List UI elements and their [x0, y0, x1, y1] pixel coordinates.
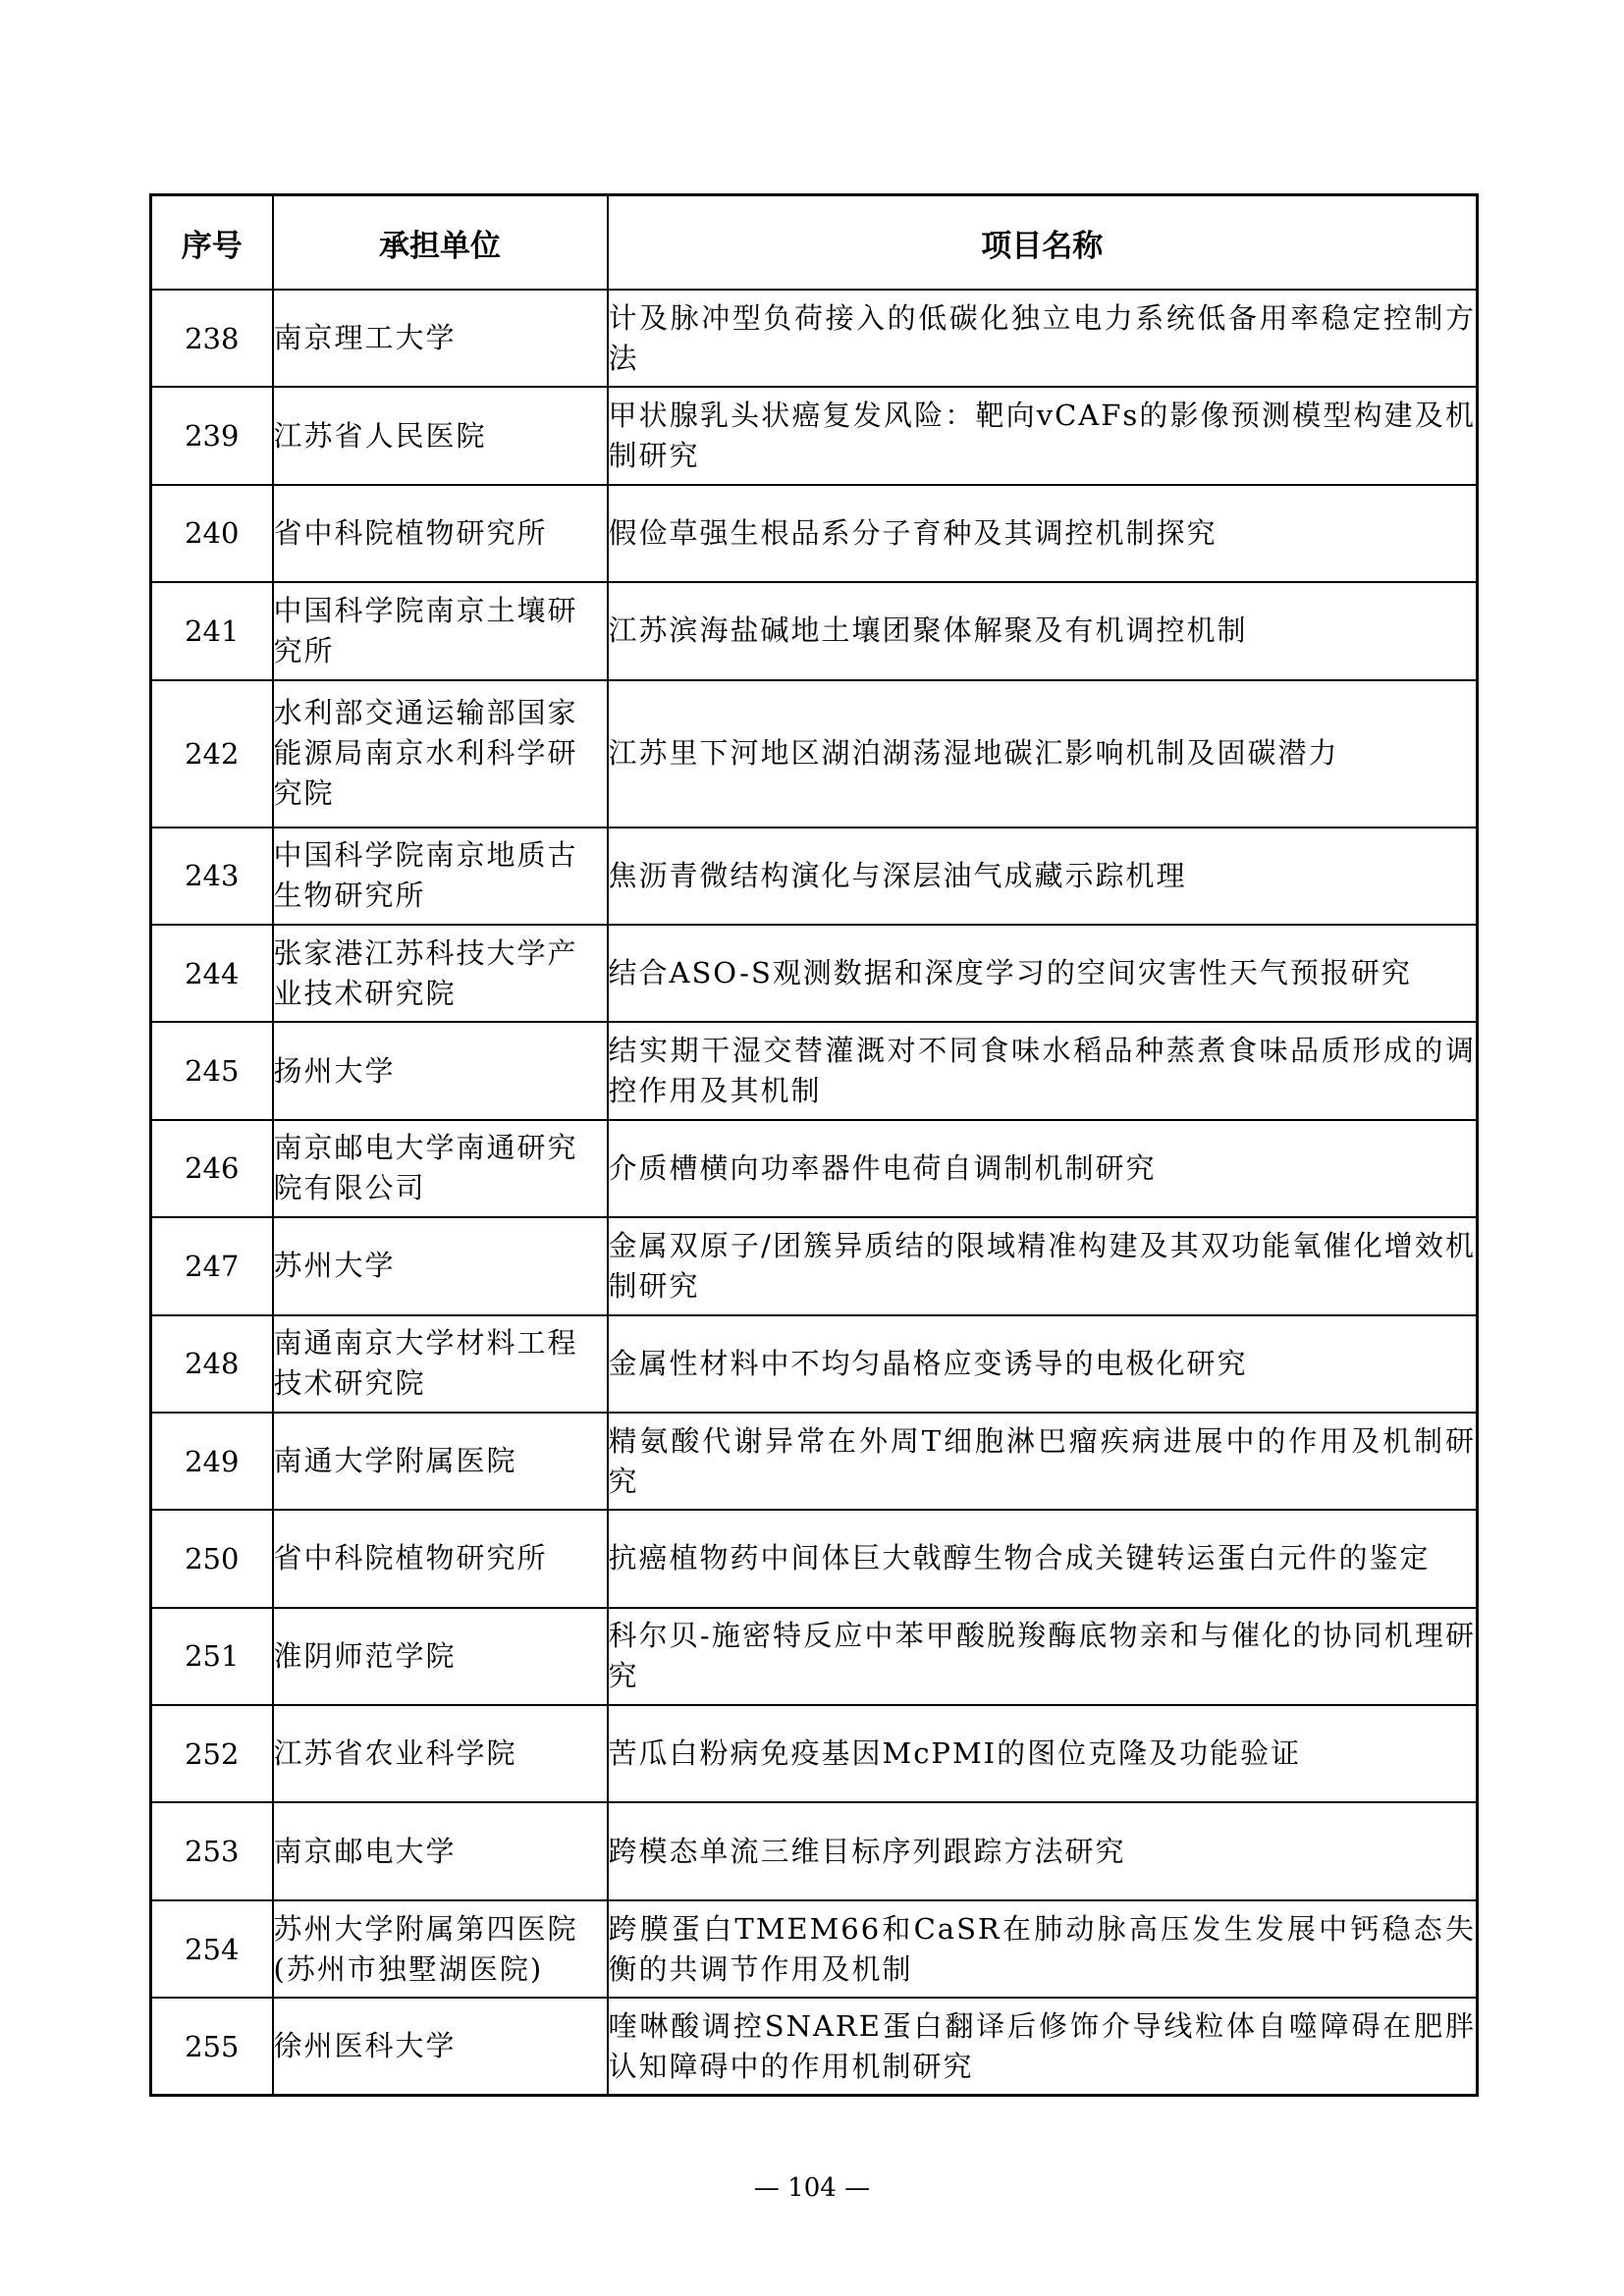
header-project: 项目名称 [608, 195, 1478, 291]
table-row [151, 680, 1478, 828]
table-row [151, 1705, 1478, 1802]
row-no: 238 [151, 290, 273, 387]
table-row [151, 1217, 1478, 1314]
row-unit: 苏州大学 [273, 1217, 608, 1314]
row-no: 241 [151, 582, 273, 679]
row-unit: 徐州医科大学 [273, 1998, 608, 2095]
row-unit: 省中科院植物研究所 [273, 1510, 608, 1607]
row-no: 255 [151, 1998, 273, 2095]
row-unit: 中国科学院南京土壤研究所 [273, 582, 608, 679]
row-project: 江苏里下河地区湖泊湖荡湿地碳汇影响机制及固碳潜力 [608, 680, 1478, 828]
row-project: 跨模态单流三维目标序列跟踪方法研究 [608, 1802, 1478, 1899]
row-project: 苦瓜白粉病免疫基因McPMI的图位克隆及功能验证 [608, 1705, 1478, 1802]
row-no: 251 [151, 1608, 273, 1705]
row-unit: 江苏省人民医院 [273, 387, 608, 484]
row-unit: 中国科学院南京地质古生物研究所 [273, 828, 608, 925]
row-unit: 南京邮电大学 [273, 1802, 608, 1899]
table-row [151, 828, 1478, 925]
row-no: 253 [151, 1802, 273, 1899]
row-project: 焦沥青微结构演化与深层油气成藏示踪机理 [608, 828, 1478, 925]
row-no: 250 [151, 1510, 273, 1607]
project-table [149, 193, 1479, 2097]
header-unit: 承担单位 [273, 195, 608, 291]
table-row [151, 1120, 1478, 1217]
table-row [151, 1022, 1478, 1119]
table-row [151, 290, 1478, 387]
row-project: 抗癌植物药中间体巨大戟醇生物合成关键转运蛋白元件的鉴定 [608, 1510, 1478, 1607]
table-row [151, 1608, 1478, 1705]
row-unit: 张家港江苏科技大学产业技术研究院 [273, 925, 608, 1022]
row-no: 249 [151, 1413, 273, 1510]
row-no: 239 [151, 387, 273, 484]
row-unit: 南通南京大学材料工程技术研究院 [273, 1315, 608, 1413]
row-project: 精氨酸代谢异常在外周T细胞淋巴瘤疾病进展中的作用及机制研究 [608, 1413, 1478, 1510]
row-project: 计及脉冲型负荷接入的低碳化独立电力系统低备用率稳定控制方法 [608, 290, 1478, 387]
row-project: 介质槽横向功率器件电荷自调制机制研究 [608, 1120, 1478, 1217]
row-no: 254 [151, 1900, 273, 1998]
table-row [151, 1900, 1478, 1998]
row-no: 247 [151, 1217, 273, 1314]
row-no: 248 [151, 1315, 273, 1413]
page-number: — 104 — [753, 2173, 871, 2203]
row-unit: 南通大学附属医院 [273, 1413, 608, 1510]
row-project: 科尔贝-施密特反应中苯甲酸脱羧酶底物亲和与催化的协同机理研究 [608, 1608, 1478, 1705]
row-unit: 南京理工大学 [273, 290, 608, 387]
table-row [151, 1413, 1478, 1510]
row-no: 246 [151, 1120, 273, 1217]
row-no: 242 [151, 680, 273, 828]
row-project: 结合ASO-S观测数据和深度学习的空间灾害性天气预报研究 [608, 925, 1478, 1022]
row-no: 240 [151, 485, 273, 582]
row-no: 252 [151, 1705, 273, 1802]
header-no: 序号 [151, 195, 273, 291]
row-unit: 水利部交通运输部国家能源局南京水利科学研究院 [273, 680, 608, 828]
row-unit: 南京邮电大学南通研究院有限公司 [273, 1120, 608, 1217]
row-unit: 扬州大学 [273, 1022, 608, 1119]
table-row [151, 582, 1478, 679]
row-project: 甲状腺乳头状癌复发风险：靶向vCAFs的影像预测模型构建及机制研究 [608, 387, 1478, 484]
row-project: 结实期干湿交替灌溉对不同食味水稻品种蒸煮食味品质形成的调控作用及其机制 [608, 1022, 1478, 1119]
row-project: 喹啉酸调控SNARE蛋白翻译后修饰介导线粒体自噬障碍在肥胖认知障碍中的作用机制研究 [608, 1998, 1478, 2095]
table-row [151, 1998, 1478, 2095]
row-unit: 江苏省农业科学院 [273, 1705, 608, 1802]
table-row [151, 1315, 1478, 1413]
row-project: 假俭草强生根品系分子育种及其调控机制探究 [608, 485, 1478, 582]
row-project: 跨膜蛋白TMEM66和CaSR在肺动脉高压发生发展中钙稳态失衡的共调节作用及机制 [608, 1900, 1478, 1998]
row-unit: 省中科院植物研究所 [273, 485, 608, 582]
table-header-row [151, 195, 1478, 291]
table-row [151, 387, 1478, 484]
table-row [151, 485, 1478, 582]
table-row [151, 925, 1478, 1022]
row-project: 金属双原子/团簇异质结的限域精准构建及其双功能氧催化增效机制研究 [608, 1217, 1478, 1314]
row-unit: 淮阴师范学院 [273, 1608, 608, 1705]
row-project: 金属性材料中不均匀晶格应变诱导的电极化研究 [608, 1315, 1478, 1413]
row-no: 243 [151, 828, 273, 925]
row-no: 245 [151, 1022, 273, 1119]
row-unit: 苏州大学附属第四医院(苏州市独墅湖医院) [273, 1900, 608, 1998]
row-project: 江苏滨海盐碱地土壤团聚体解聚及有机调控机制 [608, 582, 1478, 679]
table-row [151, 1510, 1478, 1607]
table-row [151, 1802, 1478, 1899]
row-no: 244 [151, 925, 273, 1022]
